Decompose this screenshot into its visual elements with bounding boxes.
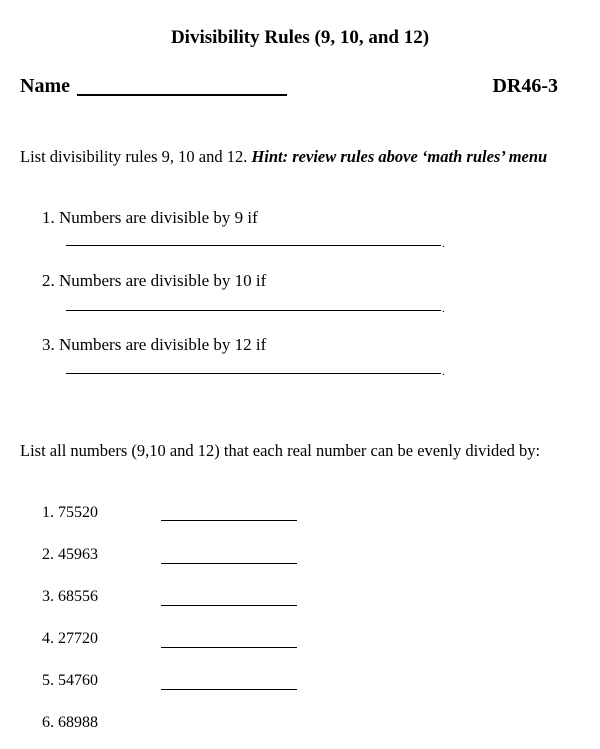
rules-hint: Hint: review rules above ‘math rules’ menu	[251, 147, 548, 166]
name-label: Name	[20, 75, 70, 97]
rule-answer-line[interactable]	[66, 373, 441, 374]
numbers-instruction: List all numbers (9,10 and 12) that each real number can be evenly divided by:	[20, 441, 541, 460]
number-item: 4. 27720	[42, 630, 98, 647]
worksheet-title: Divisibility Rules (9, 10, and 12)	[170, 27, 430, 48]
name-blank-line[interactable]	[77, 94, 287, 96]
rule-question: 3. Numbers are divisible by 12 if	[42, 335, 267, 354]
rule-question: 1. Numbers are divisible by 9 if	[42, 208, 258, 227]
rules-instruction	[20, 146, 580, 168]
number-answer-line[interactable]	[161, 605, 297, 606]
number-item: 3. 68556	[42, 588, 98, 605]
number-answer-line[interactable]	[161, 520, 297, 521]
worksheet-code: DR46-3	[492, 75, 558, 97]
rule-answer-line[interactable]	[66, 245, 441, 246]
rule-line-end: .	[442, 364, 445, 378]
rules-instruction-text: List divisibility rules 9, 10 and 12.	[20, 147, 252, 166]
number-answer-line[interactable]	[161, 647, 297, 648]
number-item: 2. 45963	[42, 546, 98, 563]
number-answer-line[interactable]	[161, 563, 297, 564]
number-answer-line[interactable]	[161, 689, 297, 690]
rule-question: 2. Numbers are divisible by 10 if	[42, 271, 267, 290]
number-item: 6. 68988	[42, 714, 98, 731]
rule-line-end: .	[442, 301, 445, 315]
rule-line-end: .	[442, 236, 445, 250]
number-item: 1. 75520	[42, 504, 98, 521]
number-item: 5. 54760	[42, 672, 98, 689]
rule-answer-line[interactable]	[66, 310, 441, 311]
